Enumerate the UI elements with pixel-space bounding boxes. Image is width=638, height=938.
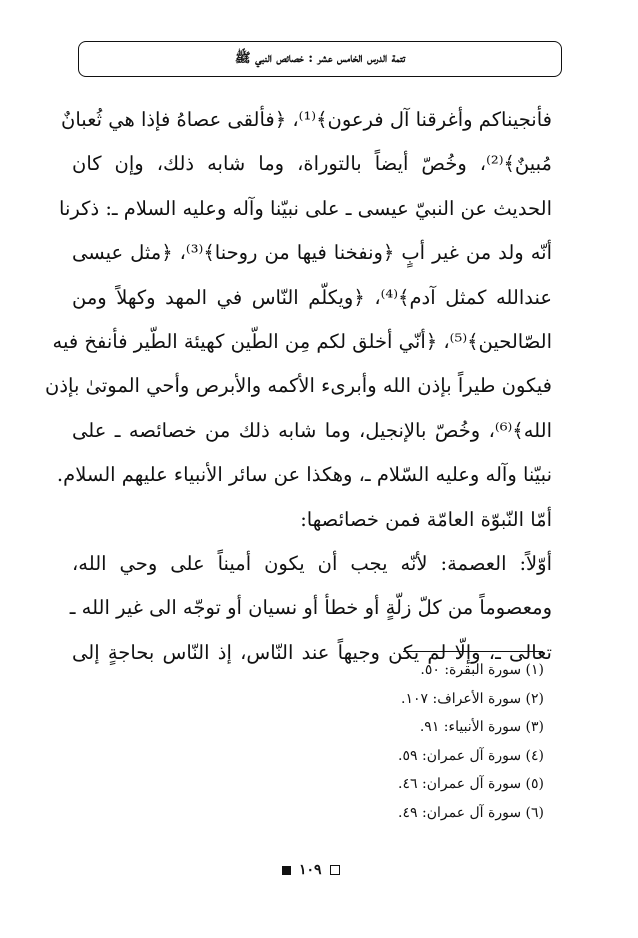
text-line: عندالله كمثل آدم﴾⁽⁴⁾، ﴿ويكلّم النّاس في المهد وكهلاً ومن	[72, 285, 552, 309]
footnote: (٦) سورة آل عمران: ٤٩.	[398, 804, 544, 821]
page-number-area	[282, 860, 340, 880]
text-line: تعالى ـ، وإلّا لم يكن وجيهاً عند النّاس، إذ النّاس بحاجةٍ إلى	[72, 640, 552, 664]
footnote-separator	[403, 651, 543, 652]
footnote: (٤) سورة آل عمران: ٥٩.	[398, 747, 544, 764]
footnote: (٢) سورة الأعراف: ١٠٧.	[401, 690, 544, 707]
text-line: الحديث عن النبيّ عيسى ـ على نبيّنا وآله وعليه السلام ـ: ذكرنا	[59, 196, 552, 220]
footnotes	[330, 656, 544, 827]
filled-square-icon	[282, 866, 291, 875]
text-line: ومعصوماً من كلّ زلّةٍ أو خطأ أو نسيان أو توجّه الى غير الله ـ	[69, 596, 552, 620]
footnote: (٣) سورة الأنبياء: ٩١.	[419, 719, 544, 735]
page-number: ١٠٩	[299, 862, 322, 878]
text-line: الله﴾⁽⁶⁾، وخُصّ بالإنجيل، وما شابه ذلك من خصائصه ـ على	[72, 418, 552, 442]
outline-square-icon	[330, 865, 340, 875]
main-text	[45, 98, 552, 675]
text-line: فيكون طيراً بإذن الله وأبرىء الأكمه والأبرص وأحي الموتىٰ بإذن	[45, 374, 552, 398]
text-line: مُبينٌ﴾⁽²⁾، وخُصّ أيضاً بالتوراة، وما شابه ذلك، وإن كان	[72, 152, 552, 176]
text-line: الصّالحين﴾⁽⁵⁾، ﴿أنّي أخلق لكم مِن الطّين كهيئة الطّير فأنفخ فيه	[52, 329, 552, 353]
text-line: فأنجيناكم وأغرقنا آل فرعون﴾⁽¹⁾، ﴿فألقى عصاهُ فإذا هي ثُعبانٌ	[61, 108, 552, 131]
running-header	[78, 41, 562, 77]
text-line: أنّه ولد من غير أبٍ ﴿ونفخنا فيها من روحنا﴾⁽³⁾، ﴿مثل عيسى	[72, 241, 552, 265]
running-header-title: تتمة الدرس الخامس عشر : خصائص النبي ﷺ	[234, 50, 406, 66]
text-line: أوّلاً: العصمة: لأنّه يجب أن يكون أميناً على وحي الله،	[72, 551, 552, 575]
footnote: (١) سورة البقرة: ٥٠.	[420, 662, 544, 678]
footnote: (٥) سورة آل عمران: ٤٦.	[398, 776, 544, 792]
section-heading: أمّا النّبوّة العامّة فمن خصائصها:	[300, 507, 552, 531]
text-line: نبيّنا وآله وعليه السّلام ـ، وهكذا عن سائر الأنبياء عليهم السلام.	[56, 463, 552, 487]
